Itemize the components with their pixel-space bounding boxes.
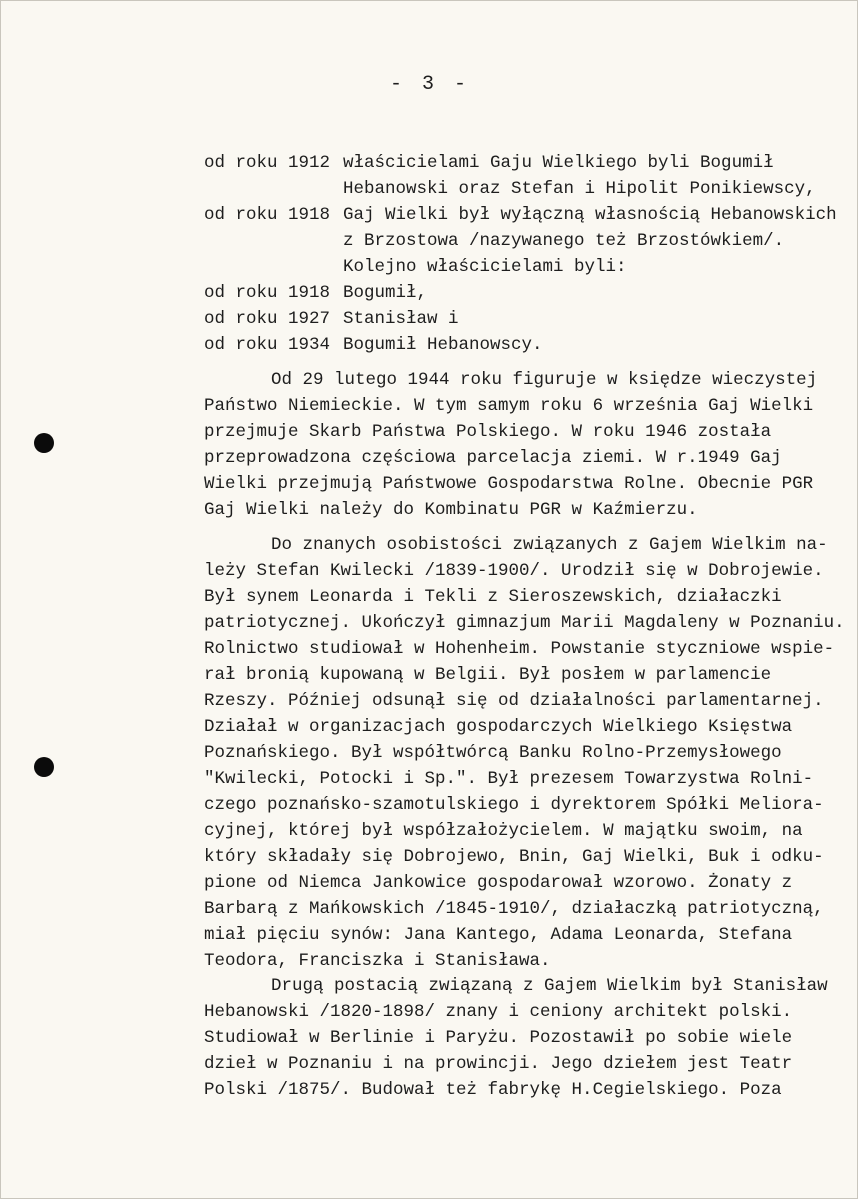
- ownership-year-label: od roku 1912: [204, 153, 331, 173]
- paragraph-line: dzieł w Poznaniu i na prowincji. Jego dziełem jest Teatr: [204, 1054, 793, 1074]
- paragraph-line: przeprowadzona częściowa parcelacja ziemi. W r.1949 Gaj: [204, 448, 782, 468]
- paragraph-line: Barbarą z Mańkowskich /1845-1910/, działaczką patriotyczną,: [204, 899, 824, 919]
- paragraph-line: leży Stefan Kwilecki /1839-1900/. Urodził się w Dobrojewie.: [204, 561, 824, 581]
- ownership-text-line: Bogumił,: [343, 283, 428, 303]
- ownership-year-label: od roku 1934: [204, 335, 331, 355]
- ownership-text-line: Bogumił Hebanowscy.: [343, 335, 543, 355]
- paragraph-line: Wielki przejmują Państwowe Gospodarstwa Rolne. Obecnie PGR: [204, 474, 814, 494]
- ownership-text-line: Hebanowski oraz Stefan i Hipolit Ponikiewscy,: [343, 179, 816, 199]
- paragraph-line: Do znanych osobistości związanych z Gajem Wielkim na-: [271, 535, 828, 555]
- paragraph-line: miał pięciu synów: Jana Kantego, Adama Leonarda, Stefana: [204, 925, 793, 945]
- paragraph-line: czego poznańsko-szamotulskiego i dyrektorem Spółki Meliora-: [204, 795, 824, 815]
- paragraph-line: Teodora, Franciszka i Stanisława.: [204, 951, 551, 971]
- ownership-text-line: Kolejno właścicielami byli:: [343, 257, 627, 277]
- paragraph-line: przejmuje Skarb Państwa Polskiego. W roku 1946 została: [204, 422, 772, 442]
- paragraph-line: pione od Niemca Jankowice gospodarował wzorowo. Żonaty z: [204, 873, 793, 893]
- paragraph-line: Był synem Leonarda i Tekli z Sieroszewskich, działaczki: [204, 587, 782, 607]
- ownership-year-label: od roku 1927: [204, 309, 331, 329]
- paragraph-line: Polski /1875/. Budował też fabrykę H.Cegielskiego. Poza: [204, 1080, 782, 1100]
- paragraph-line: Poznańskiego. Był współtwórcą Banku Rolno-Przemysłowego: [204, 743, 782, 763]
- paragraph-line: Rzeszy. Później odsunął się od działalności parlamentarnej.: [204, 691, 824, 711]
- paragraph-line: Od 29 lutego 1944 roku figuruje w księdze wieczystej: [271, 370, 818, 390]
- punch-hole-top: [34, 433, 54, 453]
- page-number: - 3 -: [389, 73, 470, 96]
- paragraph-line: "Kwilecki, Potocki i Sp.". Był prezesem Towarzystwa Rolni-: [204, 769, 814, 789]
- paragraph-line: Działał w organizacjach gospodarczych Wielkiego Księstwa: [204, 717, 793, 737]
- paragraph-line: Gaj Wielki należy do Kombinatu PGR w Kaźmierzu.: [204, 500, 698, 520]
- paragraph-line: cyjnej, której był współzałożycielem. W majątku swoim, na: [204, 821, 803, 841]
- punch-hole-bottom: [34, 757, 54, 777]
- ownership-text-line: Stanisław i: [343, 309, 459, 329]
- paragraph-line: Hebanowski /1820-1898/ znany i ceniony architekt polski.: [204, 1002, 793, 1022]
- paragraph-line: patriotycznej. Ukończył gimnazjum Marii Magdaleny w Poznaniu.: [204, 613, 845, 633]
- paragraph-line: Rolnictwo studiował w Hohenheim. Powstanie styczniowe wspie-: [204, 639, 835, 659]
- ownership-text-line: z Brzostowa /nazywanego też Brzostówkiem/.: [343, 231, 785, 251]
- paragraph-line: który składały się Dobrojewo, Bnin, Gaj Wielki, Buk i odku-: [204, 847, 824, 867]
- paragraph-line: rał bronią kupowaną w Belgii. Był posłem w parlamencie: [204, 665, 772, 685]
- paragraph-line: Studiował w Berlinie i Paryżu. Pozostawił po sobie wiele: [204, 1028, 793, 1048]
- paragraph-line: Drugą postacią związaną z Gajem Wielkim był Stanisław: [271, 976, 828, 996]
- ownership-text-line: Gaj Wielki był wyłączną własnością Hebanowskich: [343, 205, 837, 225]
- ownership-year-label: od roku 1918: [204, 283, 331, 303]
- ownership-year-label: od roku 1918: [204, 205, 331, 225]
- ownership-text-line: właścicielami Gaju Wielkiego byli Bogumił: [343, 153, 774, 173]
- paragraph-line: Państwo Niemieckie. W tym samym roku 6 września Gaj Wielki: [204, 396, 814, 416]
